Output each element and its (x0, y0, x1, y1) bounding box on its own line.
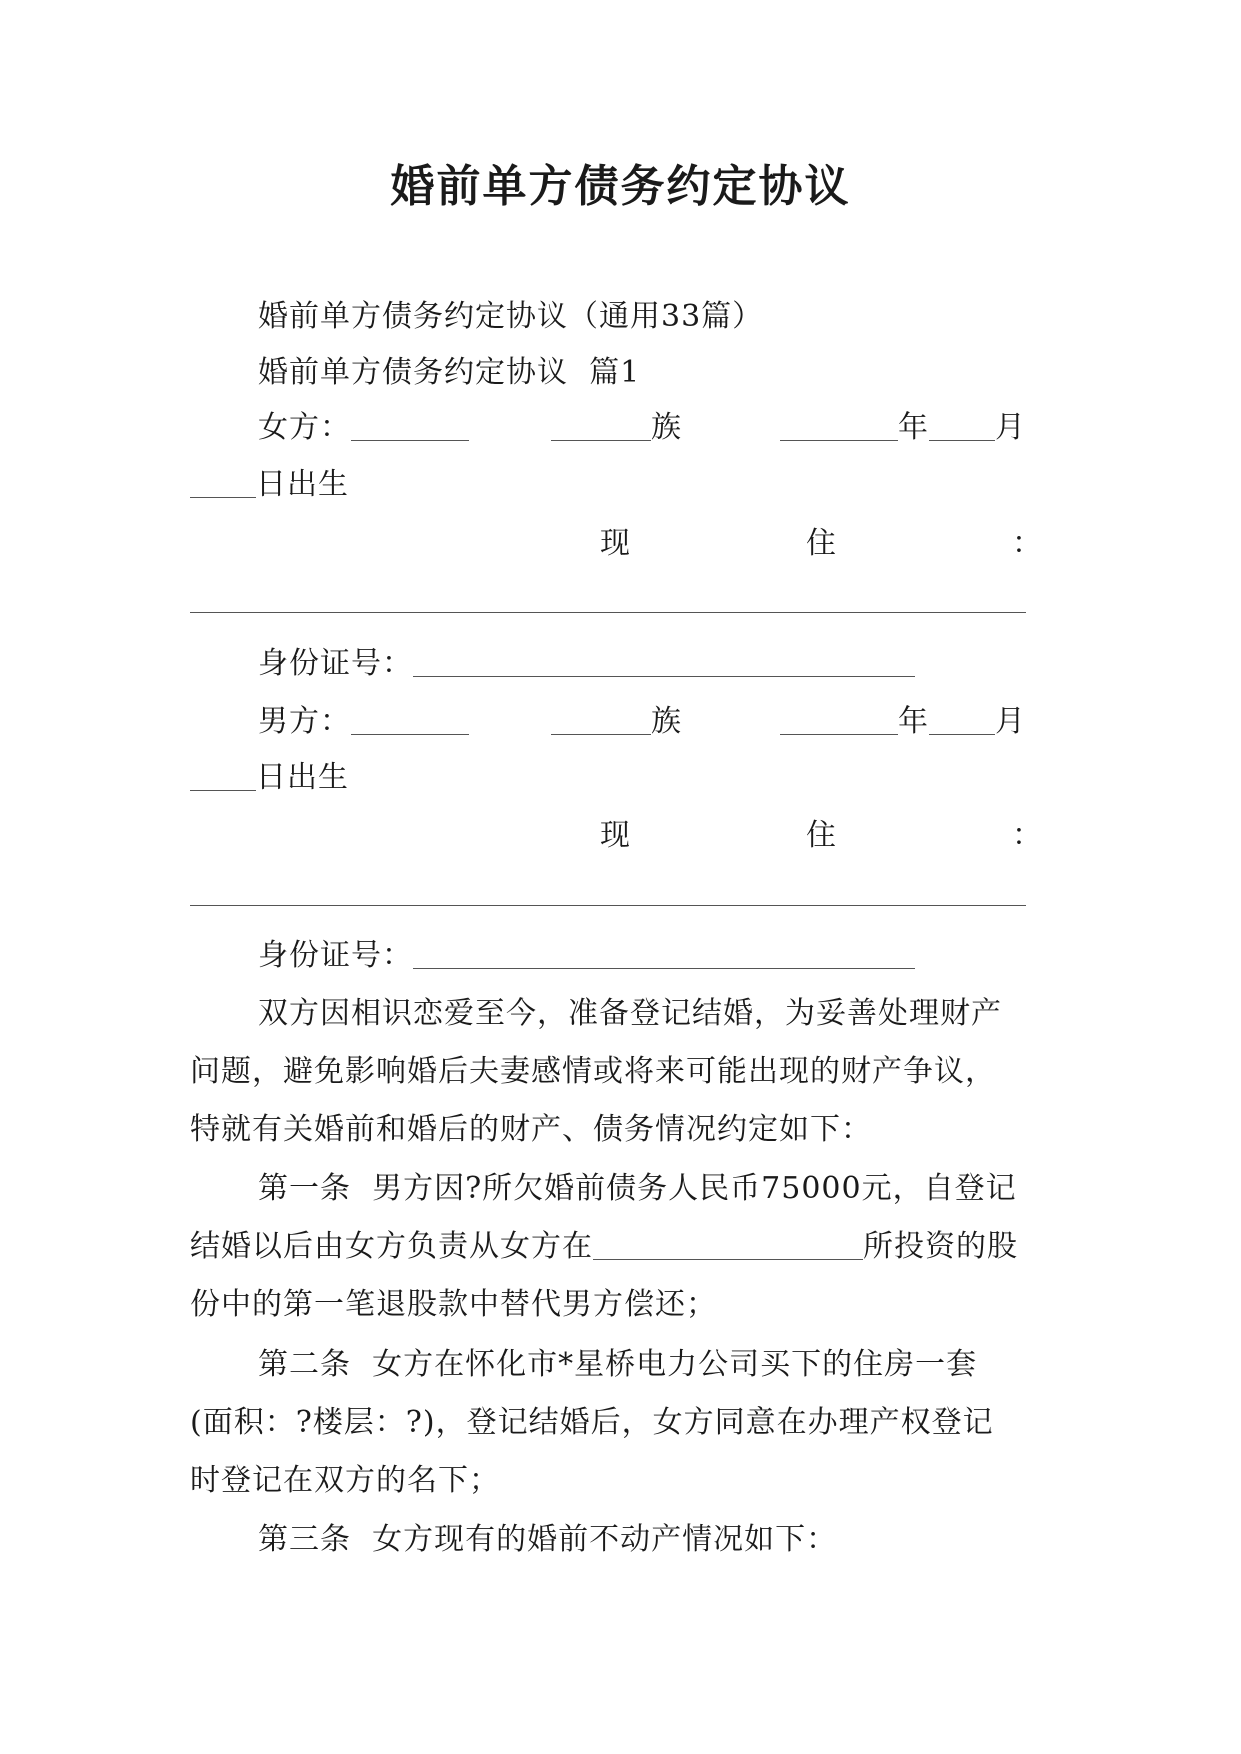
address-label-3: ： (1012, 526, 1042, 561)
document-title: 婚前单方债务约定协议 (390, 161, 851, 212)
female-label: 女方： (258, 410, 351, 445)
id-blank (413, 938, 915, 969)
ethnic-label: 族 (651, 410, 682, 445)
day-blank (190, 760, 256, 791)
address-label-1: 现 (600, 818, 630, 853)
month-blank (929, 410, 995, 441)
name-blank (351, 410, 469, 441)
paragraph-line: 双方因相识恋爱至今，准备登记结婚，为妥善处理财产 (258, 996, 1002, 1031)
article-2-line: 第二条 女方在怀化市*星桥电力公司买下的住房一套 (258, 1347, 978, 1382)
address-label-2: 住 (806, 818, 836, 853)
year-blank (780, 410, 898, 441)
article-1-line: 第一条 男方因?所欠婚前债务人民币75000元，自登记 (258, 1171, 1017, 1206)
article-1-text: 所投资的股 (863, 1229, 1018, 1264)
paragraph-line: 问题，避免影响婚后夫妻感情或将来可能出现的财产争议， (190, 1054, 996, 1089)
ethnic-blank (551, 410, 651, 441)
month-label: 月 (995, 704, 1026, 739)
article-1-line (190, 1225, 1060, 1269)
article-1-text: 结婚以后由女方负责从女方在 (190, 1229, 593, 1264)
male-info-line (258, 700, 1058, 744)
address-label-2: 住 (806, 526, 836, 561)
id-blank (413, 646, 915, 677)
address-label-1: 现 (600, 526, 630, 561)
year-label: 年 (898, 704, 929, 739)
male-label: 男方： (258, 704, 351, 739)
female-info-line (258, 406, 1058, 450)
id-label: 身份证号： (258, 646, 413, 681)
year-label: 年 (898, 410, 929, 445)
id-label: 身份证号： (258, 938, 413, 973)
article-3-line: 第三条 女方现有的婚前不动产情况如下： (258, 1522, 838, 1557)
address-blank-line (190, 612, 1026, 613)
female-id-line (258, 642, 1058, 686)
male-birth-line (190, 756, 1060, 800)
article-2-line: 时登记在双方的名下； (190, 1463, 500, 1498)
paragraph-line: 特就有关婚前和婚后的财产、债务情况约定如下： (190, 1112, 872, 1147)
article-1-line: 份中的第一笔退股款中替代男方偿还； (190, 1287, 717, 1322)
month-label: 月 (995, 410, 1026, 445)
investment-blank (593, 1229, 863, 1260)
address-label-3: ： (1012, 818, 1042, 853)
birth-label: 日出生 (256, 760, 349, 795)
female-birth-line (190, 463, 1060, 507)
day-blank (190, 467, 256, 498)
month-blank (929, 704, 995, 735)
chapter-heading: 婚前单方债务约定协议 篇1 (258, 355, 641, 390)
subtitle: 婚前单方债务约定协议（通用33篇） (258, 299, 764, 334)
article-2-line: (面积：?楼层：?)，登记结婚后，女方同意在办理产权登记 (190, 1405, 994, 1440)
ethnic-blank (551, 704, 651, 735)
birth-label: 日出生 (256, 467, 349, 502)
male-id-line (258, 934, 1058, 978)
name-blank (351, 704, 469, 735)
year-blank (780, 704, 898, 735)
address-blank-line (190, 905, 1026, 906)
ethnic-label: 族 (651, 704, 682, 739)
